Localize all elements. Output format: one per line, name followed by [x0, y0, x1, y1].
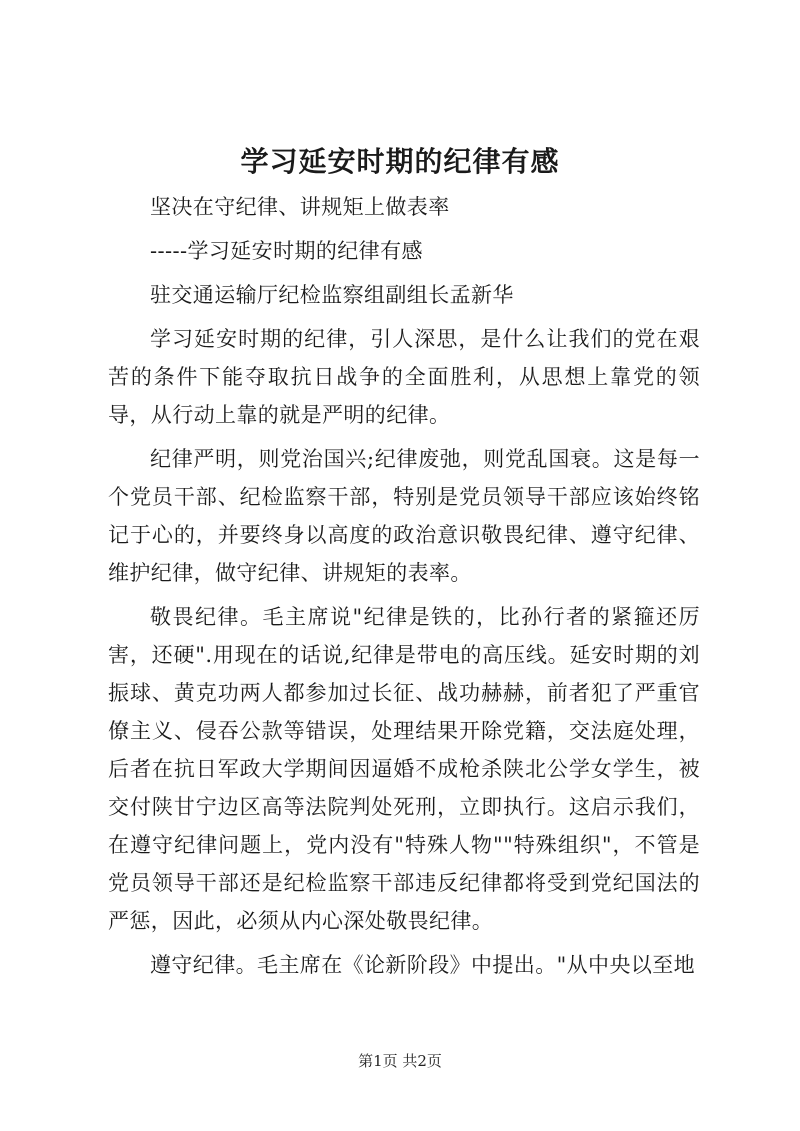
- paragraph-1: 学习延安时期的纪律，引人深思，是什么让我们的党在艰苦的条件下能夺取抗日战争的全面胜利，从思想上靠党的领导，从行动上靠的就是严明的纪律。: [108, 327, 700, 427]
- page-title: 学习延安时期的纪律有感: [240, 145, 560, 178]
- paragraph-3: 敬畏纪律。毛主席说"纪律是铁的，比孙行者的紧箍还厉害，还硬".用现在的话说,纪律是带电的高压线。延安时期的刘振球、黄克功两人都参加过长征、战功赫赫，前者犯了严重官僚主义、侵吞公款等错误，处理结果开除党籍，交法庭处理，后者在抗日军政大学期间因逼婚不成枪杀陕北公学女学生，被交付陕甘宁边区高等法院判处死刑，立即执行。这启示我们，在遵守纪律问题上，党内没有"特殊人物""特殊组织"，不管是党员领导干部还是纪检监察干部违反纪律都将受到党纪国法的严惩，因此，必须从内心深处敬畏纪律。: [108, 605, 700, 933]
- author-line: 驻交通运输厅纪检监察组副组长孟新华: [150, 283, 514, 307]
- page-number-footer: 第1页 共2页: [358, 1052, 442, 1070]
- subtitle-secondary: -----学习延安时期的纪律有感: [150, 239, 423, 263]
- document-body: [108, 188, 700, 984]
- paragraph-4: 遵守纪律。毛主席在《论新阶段》中提出。"从中央以至地: [150, 953, 696, 977]
- paragraph-2: 纪律严明，则党治国兴;纪律废弛，则党乱国衰。这是每一个党员干部、纪检监察干部，特别是党员领导干部应该始终铭记于心的，并要终身以高度的政治意识敬畏纪律、遵守纪律、维护纪律，做守纪律、讲规矩的表率。: [108, 447, 700, 585]
- subtitle: 坚决在守纪律、讲规矩上做表率: [150, 195, 450, 219]
